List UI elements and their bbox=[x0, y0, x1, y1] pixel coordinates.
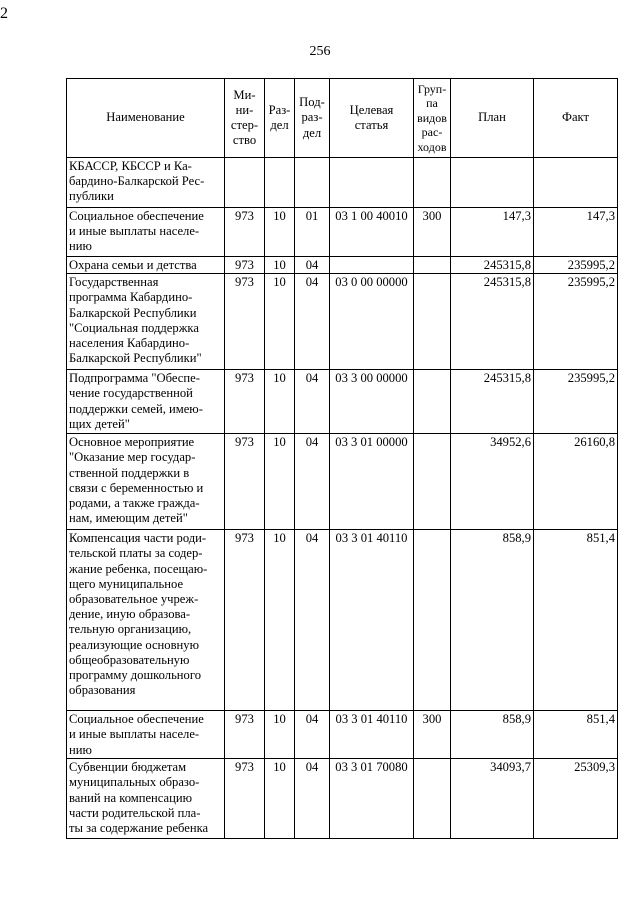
row-group bbox=[414, 434, 451, 530]
table-row bbox=[67, 370, 618, 434]
row-name: Охрана семьи и детства bbox=[67, 257, 225, 274]
header-name: Наименование bbox=[67, 79, 225, 158]
row-name: Социальное обеспечение и иные выплаты населе- нию bbox=[67, 208, 225, 257]
row-plan: 34093,7 bbox=[451, 759, 534, 839]
row-group bbox=[414, 158, 451, 208]
row-section: 10 bbox=[265, 274, 295, 370]
row-fact bbox=[534, 158, 618, 208]
row-ministry bbox=[225, 158, 265, 208]
row-subsection: 04 bbox=[295, 257, 330, 274]
row-subsection: 04 bbox=[295, 530, 330, 711]
row-group bbox=[414, 257, 451, 274]
row-fact: 235995,2 bbox=[534, 257, 618, 274]
row-target: 03 0 00 00000 bbox=[330, 274, 414, 370]
row-target: 03 3 01 40110 bbox=[330, 711, 414, 759]
row-subsection bbox=[295, 158, 330, 208]
row-plan: 245315,8 bbox=[451, 257, 534, 274]
header-row bbox=[67, 79, 618, 158]
row-name: Компенсация части роди- тельской платы за содер- жание ребенка, посещаю- щего муниципальное образовательное учреж- дение, иную образова- тельную организацию, реализующие основную общеобразовательную программу дошкольного образования bbox=[67, 530, 225, 711]
row-group: 300 bbox=[414, 208, 451, 257]
row-ministry: 973 bbox=[225, 257, 265, 274]
row-target bbox=[330, 257, 414, 274]
row-subsection: 04 bbox=[295, 434, 330, 530]
row-plan bbox=[451, 158, 534, 208]
row-section: 10 bbox=[265, 257, 295, 274]
row-subsection: 04 bbox=[295, 759, 330, 839]
header-section: Раз- дел bbox=[265, 79, 295, 158]
row-fact: 851,4 bbox=[534, 711, 618, 759]
table-row bbox=[67, 434, 618, 530]
table-row bbox=[67, 208, 618, 257]
row-ministry: 973 bbox=[225, 759, 265, 839]
row-subsection: 01 bbox=[295, 208, 330, 257]
table-row bbox=[67, 158, 618, 208]
row-section bbox=[265, 158, 295, 208]
table-body bbox=[67, 158, 618, 839]
row-plan: 858,9 bbox=[451, 530, 534, 711]
row-subsection: 04 bbox=[295, 711, 330, 759]
row-name: КБАССР, КБССР и Ка- бардино-Балкарской Рес- публики bbox=[67, 158, 225, 208]
row-target: 03 3 01 40110 bbox=[330, 530, 414, 711]
corner-mark: 2 bbox=[0, 5, 8, 22]
row-plan: 245315,8 bbox=[451, 370, 534, 434]
header-plan: План bbox=[451, 79, 534, 158]
row-group: 300 bbox=[414, 711, 451, 759]
row-section: 10 bbox=[265, 759, 295, 839]
row-name: Основное мероприятие "Оказание мер государ- ственной поддержки в связи с беременностью и родами, а также гражда- нам, имеющим детей" bbox=[67, 434, 225, 530]
table-row bbox=[67, 274, 618, 370]
row-plan: 34952,6 bbox=[451, 434, 534, 530]
budget-table bbox=[66, 78, 618, 839]
page-number: 256 bbox=[309, 44, 331, 59]
row-ministry: 973 bbox=[225, 370, 265, 434]
row-section: 10 bbox=[265, 711, 295, 759]
row-group bbox=[414, 370, 451, 434]
row-fact: 851,4 bbox=[534, 530, 618, 711]
row-ministry: 973 bbox=[225, 434, 265, 530]
row-target: 03 3 01 70080 bbox=[330, 759, 414, 839]
row-group bbox=[414, 530, 451, 711]
table-row bbox=[67, 711, 618, 759]
row-section: 10 bbox=[265, 208, 295, 257]
row-ministry: 973 bbox=[225, 274, 265, 370]
row-name: Социальное обеспечение и иные выплаты населе- нию bbox=[67, 711, 225, 759]
row-name: Субвенции бюджетам муниципальных образо- ваний на компенсацию части родительской пла- ты за содержание ребенка bbox=[67, 759, 225, 839]
row-subsection: 04 bbox=[295, 370, 330, 434]
row-plan: 858,9 bbox=[451, 711, 534, 759]
row-plan: 245315,8 bbox=[451, 274, 534, 370]
row-section: 10 bbox=[265, 370, 295, 434]
row-ministry: 973 bbox=[225, 530, 265, 711]
row-target: 03 1 00 40010 bbox=[330, 208, 414, 257]
row-fact: 26160,8 bbox=[534, 434, 618, 530]
row-group bbox=[414, 759, 451, 839]
row-fact: 147,3 bbox=[534, 208, 618, 257]
row-group bbox=[414, 274, 451, 370]
row-target: 03 3 00 00000 bbox=[330, 370, 414, 434]
table-row bbox=[67, 759, 618, 839]
header-fact: Факт bbox=[534, 79, 618, 158]
row-target: 03 3 01 00000 bbox=[330, 434, 414, 530]
row-plan: 147,3 bbox=[451, 208, 534, 257]
row-ministry: 973 bbox=[225, 711, 265, 759]
row-ministry: 973 bbox=[225, 208, 265, 257]
row-name: Подпрограмма "Обеспе- чение государственной поддержки семей, имею- щих детей" bbox=[67, 370, 225, 434]
table-row bbox=[67, 257, 618, 274]
row-section: 10 bbox=[265, 434, 295, 530]
table-row bbox=[67, 530, 618, 711]
row-fact: 235995,2 bbox=[534, 370, 618, 434]
row-name: Государственная программа Кабардино- Балкарской Республики "Социальная поддержка населения Кабардино- Балкарской Республики" bbox=[67, 274, 225, 370]
row-section: 10 bbox=[265, 530, 295, 711]
header-group: Груп- па видов рас- ходов bbox=[414, 79, 451, 158]
row-fact: 235995,2 bbox=[534, 274, 618, 370]
row-target bbox=[330, 158, 414, 208]
header-subsection: Под- раз- дел bbox=[295, 79, 330, 158]
header-ministry: Ми- ни- стер- ство bbox=[225, 79, 265, 158]
row-fact: 25309,3 bbox=[534, 759, 618, 839]
row-subsection: 04 bbox=[295, 274, 330, 370]
header-target: Целевая статья bbox=[330, 79, 414, 158]
